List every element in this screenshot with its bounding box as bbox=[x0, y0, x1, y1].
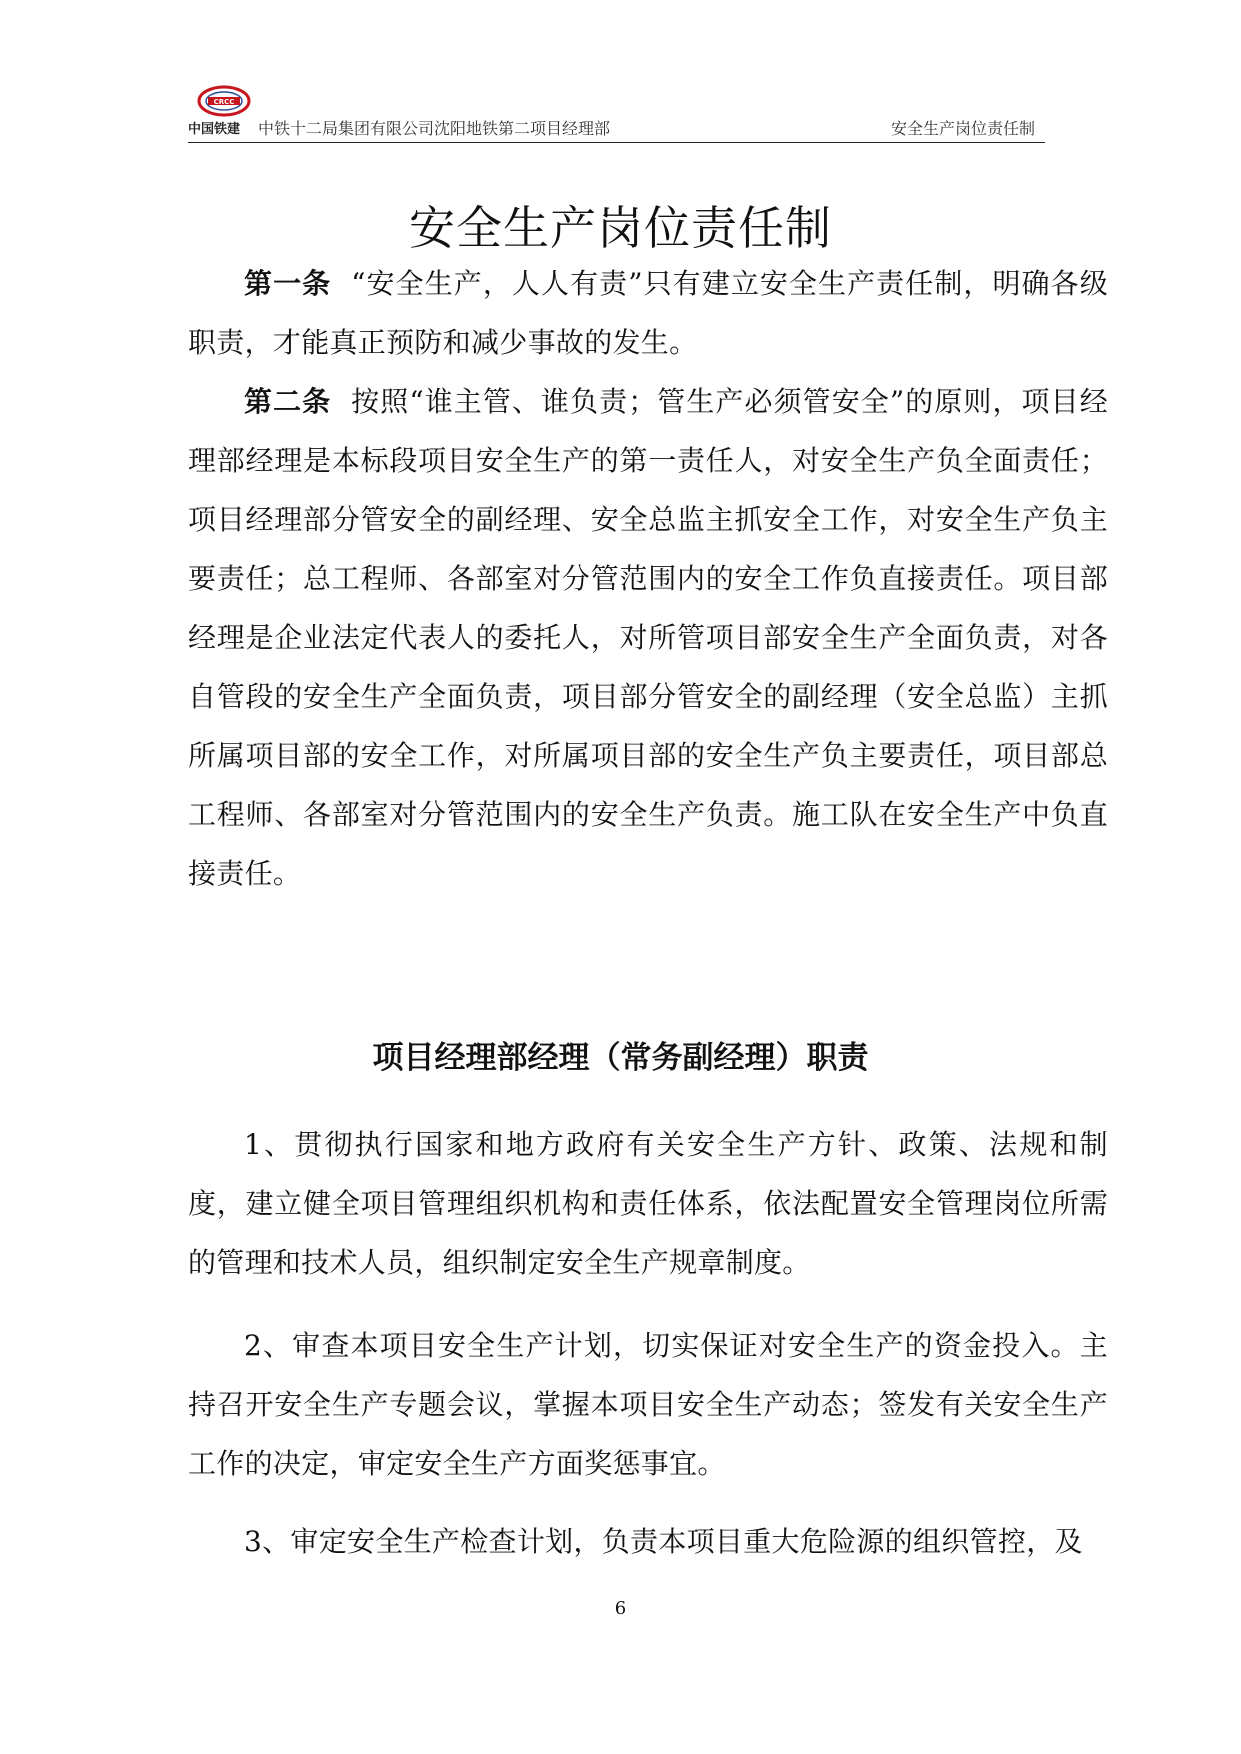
article-2-label: 第二条 bbox=[244, 385, 332, 418]
page-number: 6 bbox=[614, 1598, 627, 1619]
article-1 bbox=[188, 254, 1108, 372]
article-1-text: “安全生产，人人有责”只有建立安全生产责任制，明确各级职责，才能真正预防和减少事故的发生。 bbox=[188, 267, 1108, 359]
header-document-name: 安全生产岗位责任制 bbox=[890, 119, 1035, 138]
article-1-label: 第一条 bbox=[244, 267, 332, 300]
crcc-logo-icon bbox=[196, 84, 252, 118]
section-title: 项目经理部经理（常务副经理）职责 bbox=[372, 1040, 869, 1076]
page-header bbox=[188, 82, 1045, 143]
company-name: 中铁十二局集团有限公司沈阳地铁第二项目经理部 bbox=[258, 119, 611, 138]
list-item: 1、贯彻执行国家和地方政府有关安全生产方针、政策、法规和制度，建立健全项目管理组织机构和责任体系，依法配置安全管理岗位所需的管理和技术人员，组织制定安全生产规章制度。 bbox=[188, 1128, 1108, 1279]
list-item: 3、审定安全生产检查计划，负责本项目重大危险源的组织管控，及 bbox=[244, 1525, 1083, 1558]
article-2 bbox=[188, 372, 1108, 903]
list-item: 2、审查本项目安全生产计划，切实保证对安全生产的资金投入。主持召开安全生产专题会议，掌握本项目安全生产动态；签发有关安全生产工作的决定，审定安全生产方面奖惩事宜。 bbox=[188, 1329, 1108, 1480]
company-logo bbox=[188, 84, 260, 140]
svg-text:CRCC: CRCC bbox=[213, 98, 235, 106]
document-title: 安全生产岗位责任制 bbox=[409, 201, 832, 255]
logo-text: 中国铁建 bbox=[188, 122, 241, 137]
article-2-text: 按照“谁主管、谁负责；管生产必须管安全”的原则，项目经理部经理是本标段项目安全生产的第一责任人，对安全生产负全面责任；项目经理部分管安全的副经理、安全总监主抓安全工作，对安全生产负主要责任；总工程师、各部室对分管范围内的安全工作负直接责任。项目部经理是企业法定代表人的委托人，对所管项目部安全生产全面负责，对各自管段的安全生产全面负责，项目部分管安全的副经理（安全总监）主抓所属项目部的安全工作，对所属项目部的安全生产负主要责任，项目部总工程师、各部室对分管范围内的安全生产负责。施工队在安全生产中负直接责任。 bbox=[188, 385, 1108, 890]
